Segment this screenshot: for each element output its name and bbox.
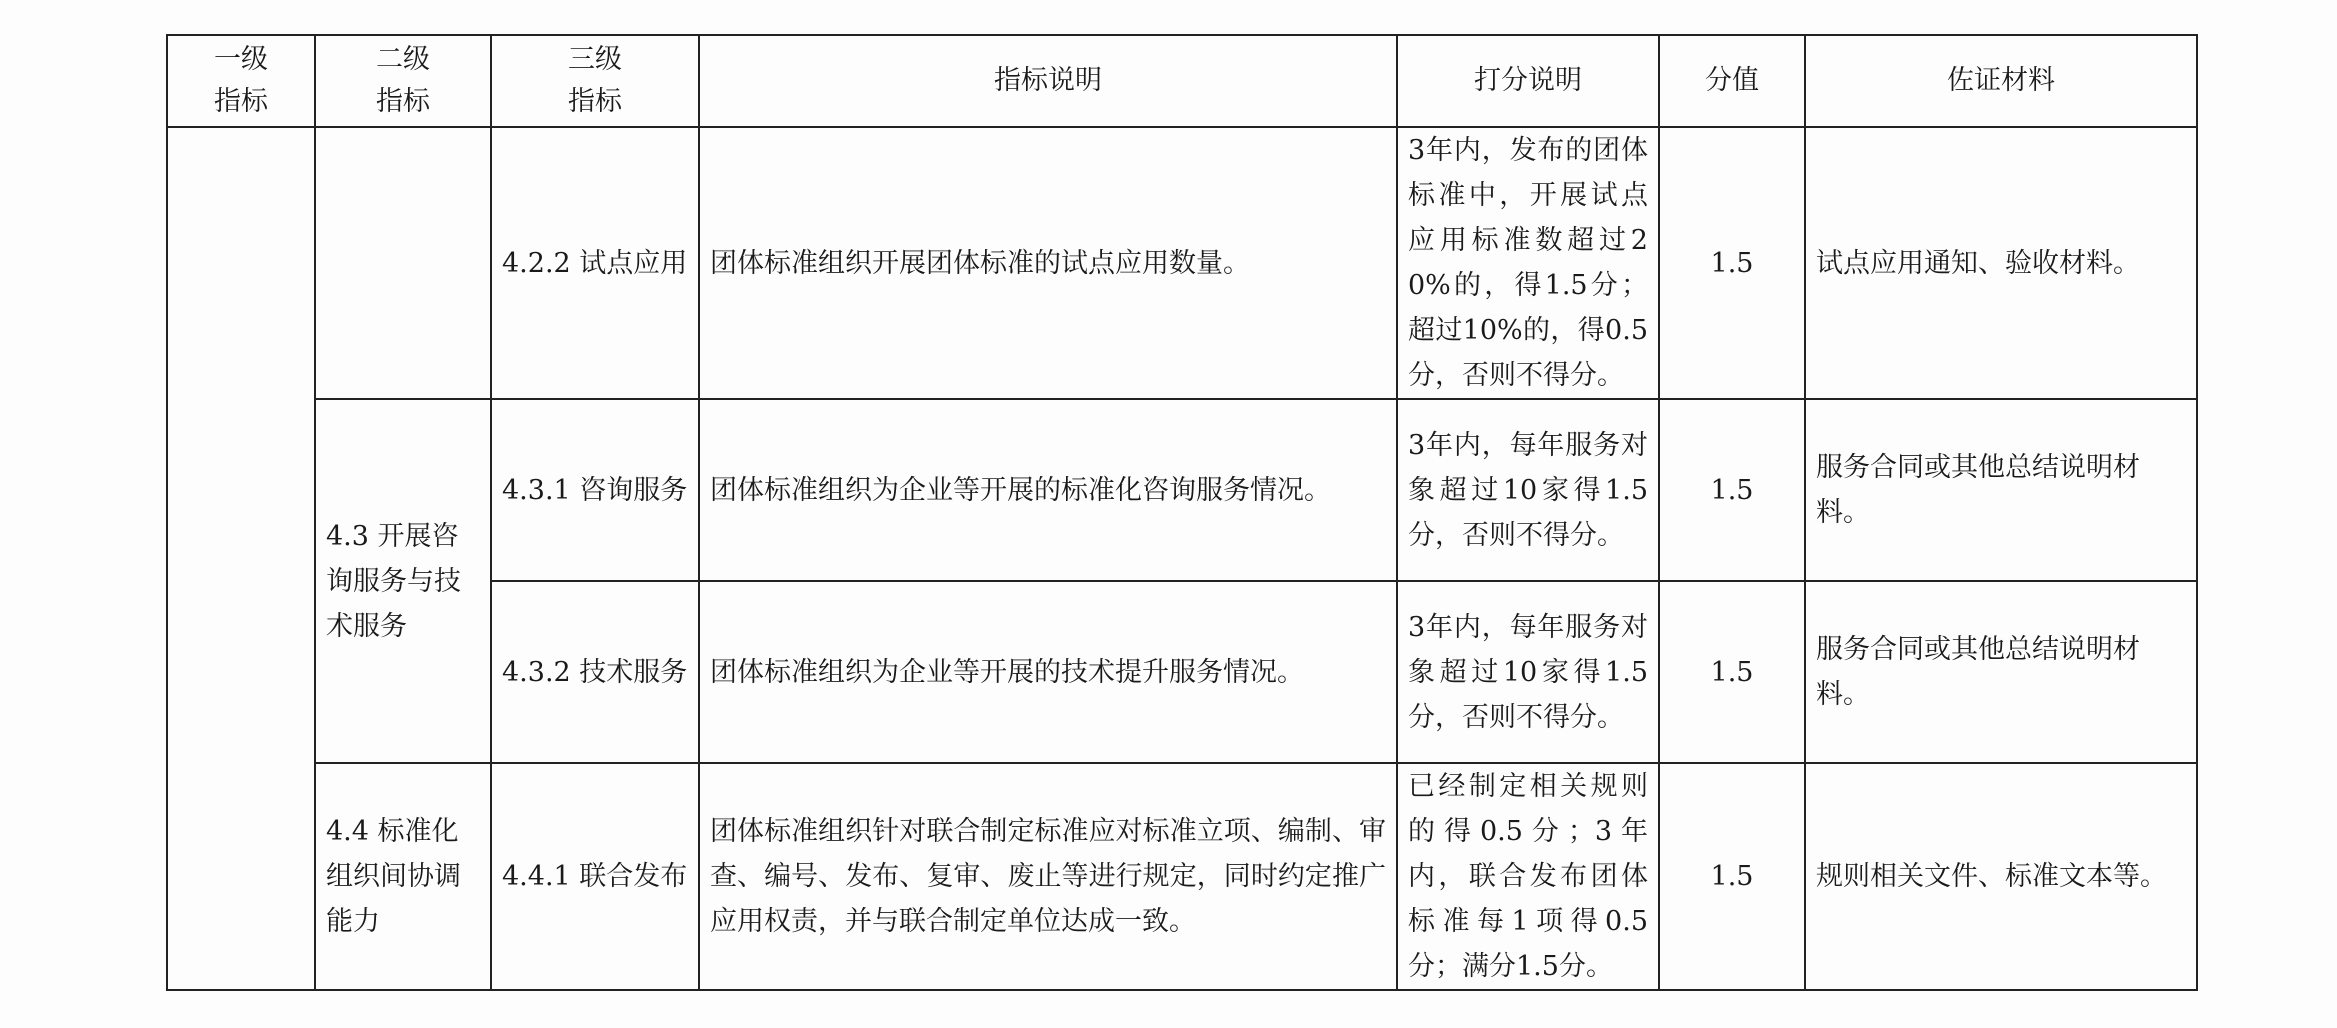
header-evidence: 佐证材料 [1805, 35, 2197, 127]
table-row [167, 763, 2197, 990]
level1-cell [167, 127, 315, 990]
table-header-row [167, 35, 2197, 127]
level2-cell: 4.4 标准化组织间协调能力 [315, 763, 491, 990]
description-cell: 团体标准组织为企业等开展的标准化咨询服务情况。 [699, 399, 1397, 581]
description-cell: 团体标准组织开展团体标准的试点应用数量。 [699, 127, 1397, 399]
level2-cell [315, 127, 491, 399]
scoring-cell: 3年内，发布的团体标准中，开展试点应用标准数超过20%的，得1.5分；超过10%的，得0.5分，否则不得分。 [1397, 127, 1659, 399]
header-level1: 一级 指标 [167, 35, 315, 127]
table-row [167, 127, 2197, 399]
evidence-cell: 服务合同或其他总结说明材料。 [1805, 399, 2197, 581]
level3-cell: 4.3.2 技术服务 [491, 581, 699, 763]
level3-cell: 4.3.1 咨询服务 [491, 399, 699, 581]
evidence-cell: 服务合同或其他总结说明材料。 [1805, 581, 2197, 763]
scoring-cell: 已经制定相关规则的得0.5分；3年内，联合发布团体标准每1项得0.5分；满分1.5分。 [1397, 763, 1659, 990]
indicator-table [166, 34, 2198, 991]
level2-cell: 4.3 开展咨询服务与技术服务 [315, 399, 491, 763]
points-cell: 1.5 [1659, 399, 1805, 581]
points-cell: 1.5 [1659, 763, 1805, 990]
points-cell: 1.5 [1659, 127, 1805, 399]
scoring-cell: 3年内，每年服务对象超过10家得1.5分，否则不得分。 [1397, 399, 1659, 581]
header-level2: 二级 指标 [315, 35, 491, 127]
table-row [167, 399, 2197, 581]
header-description: 指标说明 [699, 35, 1397, 127]
evidence-cell: 试点应用通知、验收材料。 [1805, 127, 2197, 399]
header-points: 分值 [1659, 35, 1805, 127]
description-cell: 团体标准组织为企业等开展的技术提升服务情况。 [699, 581, 1397, 763]
level3-cell: 4.2.2 试点应用 [491, 127, 699, 399]
description-cell: 团体标准组织针对联合制定标准应对标准立项、编制、审查、编号、发布、复审、废止等进行规定，同时约定推广应用权责，并与联合制定单位达成一致。 [699, 763, 1397, 990]
level3-cell: 4.4.1 联合发布 [491, 763, 699, 990]
evidence-cell: 规则相关文件、标准文本等。 [1805, 763, 2197, 990]
points-cell: 1.5 [1659, 581, 1805, 763]
header-scoring: 打分说明 [1397, 35, 1659, 127]
header-level3: 三级 指标 [491, 35, 699, 127]
scoring-cell: 3年内，每年服务对象超过10家得1.5分，否则不得分。 [1397, 581, 1659, 763]
